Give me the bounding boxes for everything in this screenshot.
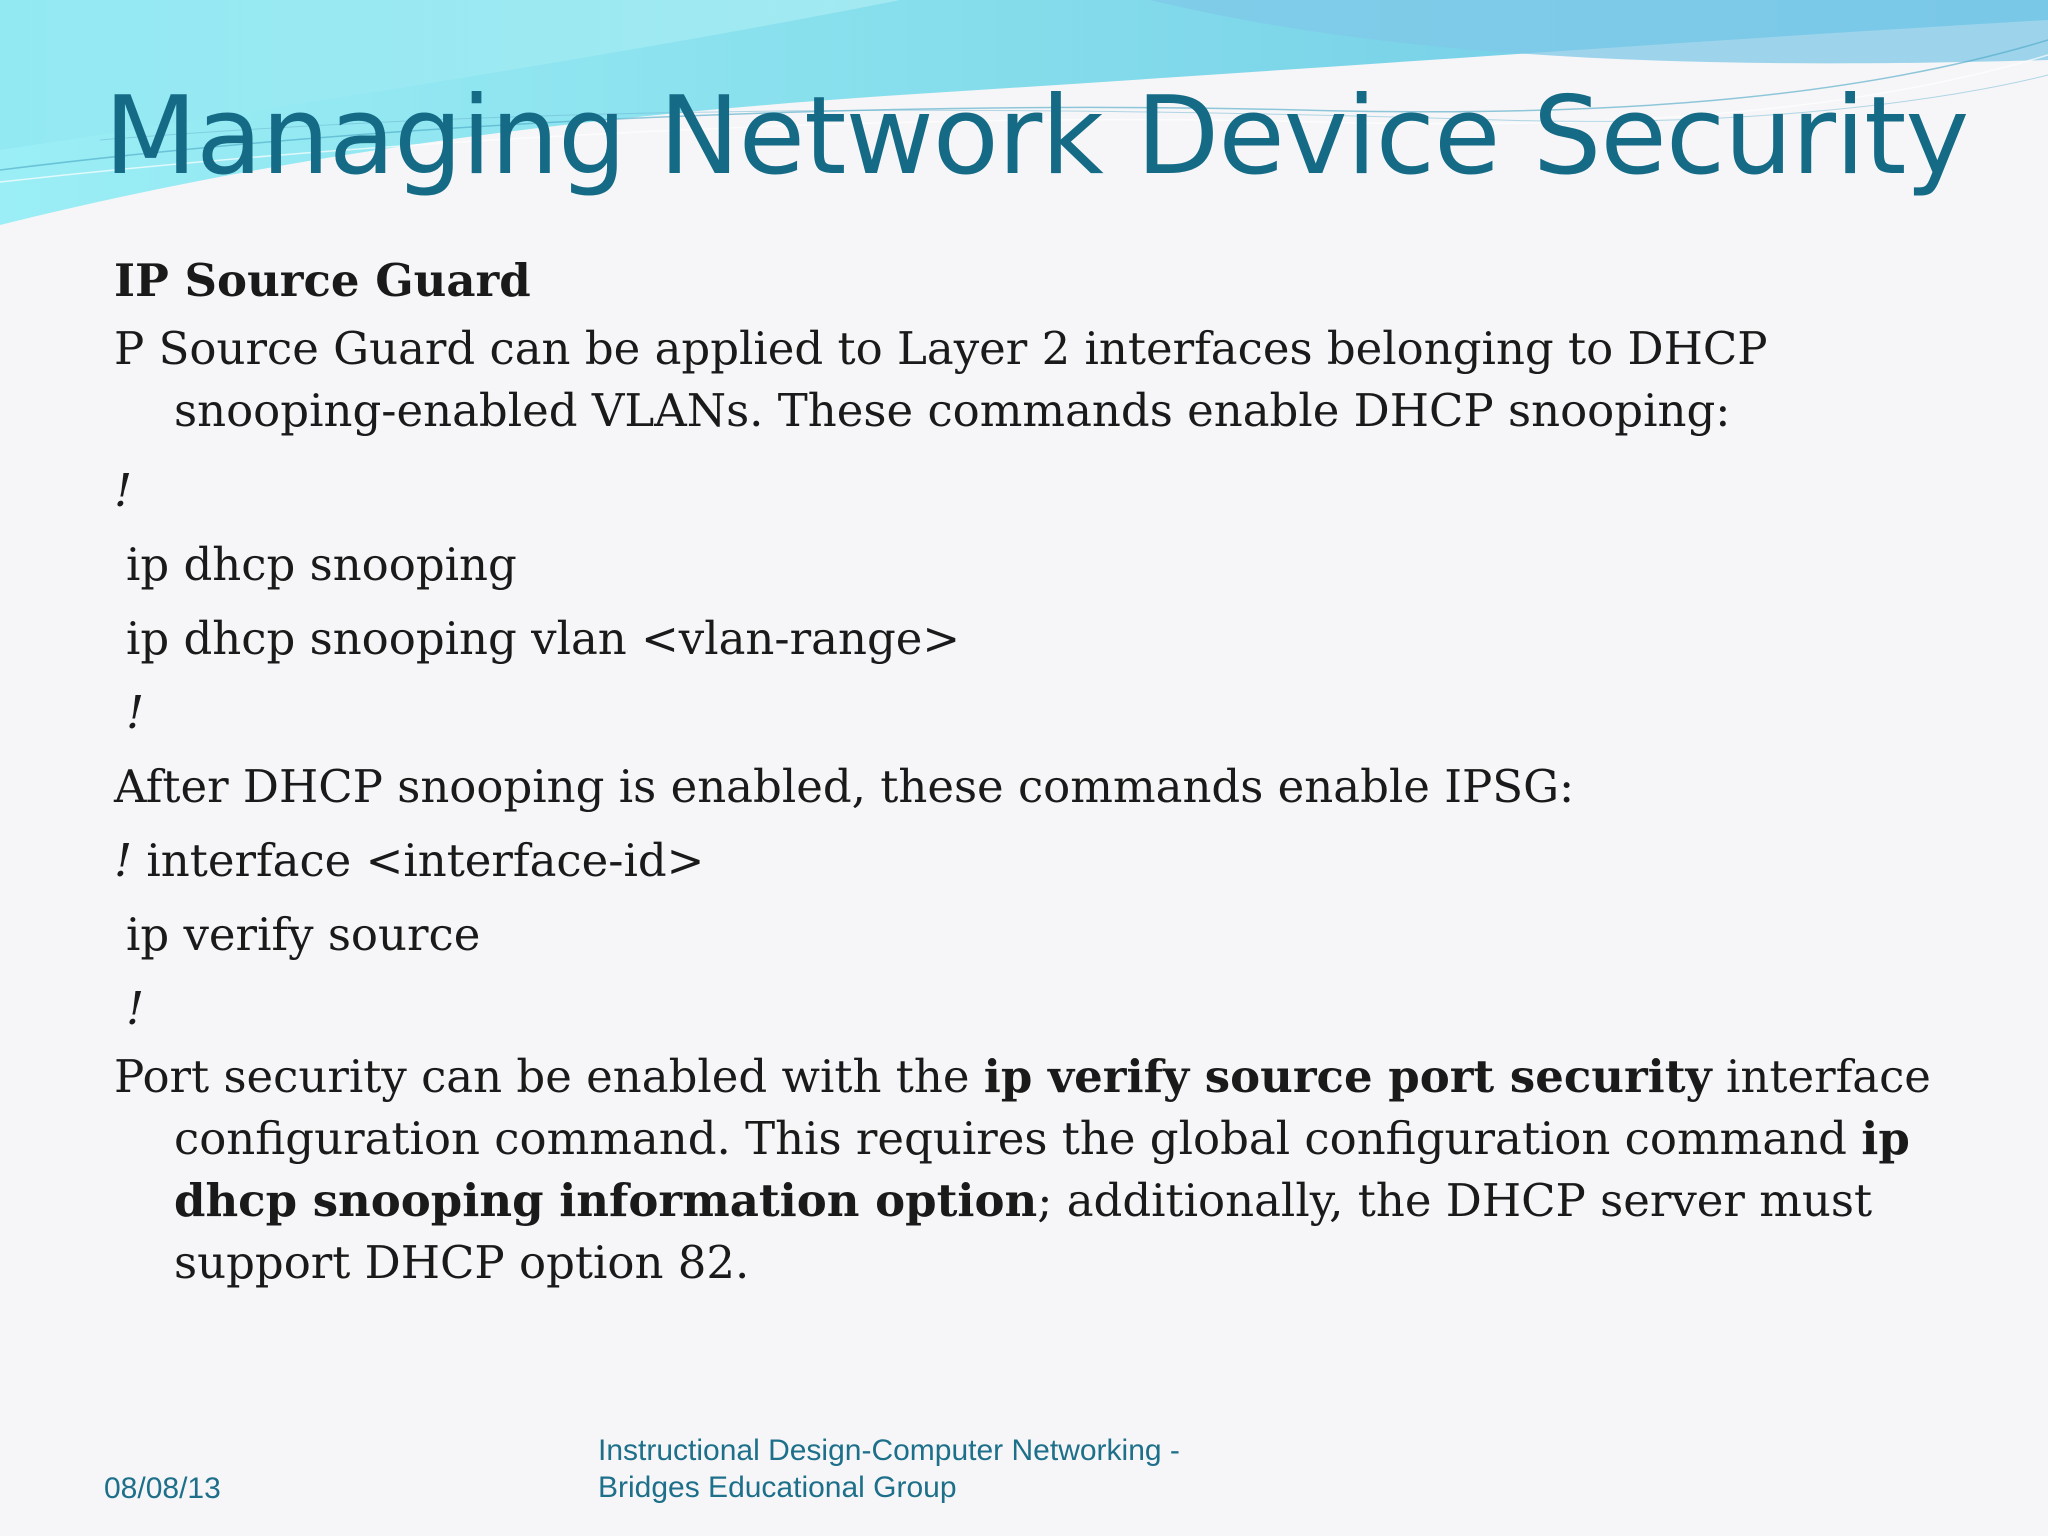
command-ip-verify-source: ip verify source [126, 908, 481, 961]
command-ip-dhcp-snooping-vlan: ip dhcp snooping vlan <vlan-range> [126, 612, 961, 665]
footer-credit-line-2: Bridges Educational Group [598, 1471, 957, 1504]
command-ip-dhcp-snooping: ip dhcp snooping [126, 538, 517, 591]
after-dhcp-paragraph: After DHCP snooping is enabled, these commands enable IPSG: [114, 760, 1575, 813]
footer-credit-line-1: Instructional Design-Computer Networking - [598, 1434, 1180, 1467]
port-security-command-1: ip verify source port security [983, 1050, 1712, 1103]
port-security-text-2: interface configuration command. This requires the global configuration command [174, 1050, 1931, 1165]
slide-title: Managing Network Device Security [104, 74, 1969, 199]
footer-date: 08/08/13 [104, 1472, 221, 1505]
intro-paragraph: P Source Guard can be applied to Layer 2 interfaces belonging to DHCP snooping-enabled VLANs. These commands enable DHCP snooping: [114, 322, 1768, 437]
port-security-paragraph [114, 1046, 1934, 1294]
config-bang-3: ! [114, 834, 133, 887]
config-bang-2: ! [126, 686, 145, 739]
port-security-command-2: ip dhcp snooping information option [174, 1112, 1910, 1227]
config-bang-4: ! [126, 982, 145, 1035]
slide-body [114, 244, 1934, 1306]
port-security-text-3: ; additionally, the DHCP server must support DHCP option 82. [174, 1174, 1873, 1289]
section-heading: IP Source Guard [114, 254, 531, 307]
footer-credit [598, 1432, 1358, 1506]
config-bang-1: ! [114, 464, 133, 517]
command-interface-line [114, 824, 1934, 898]
command-interface: interface <interface-id> [132, 834, 705, 887]
port-security-text-1: Port security can be enabled with the [114, 1050, 984, 1103]
